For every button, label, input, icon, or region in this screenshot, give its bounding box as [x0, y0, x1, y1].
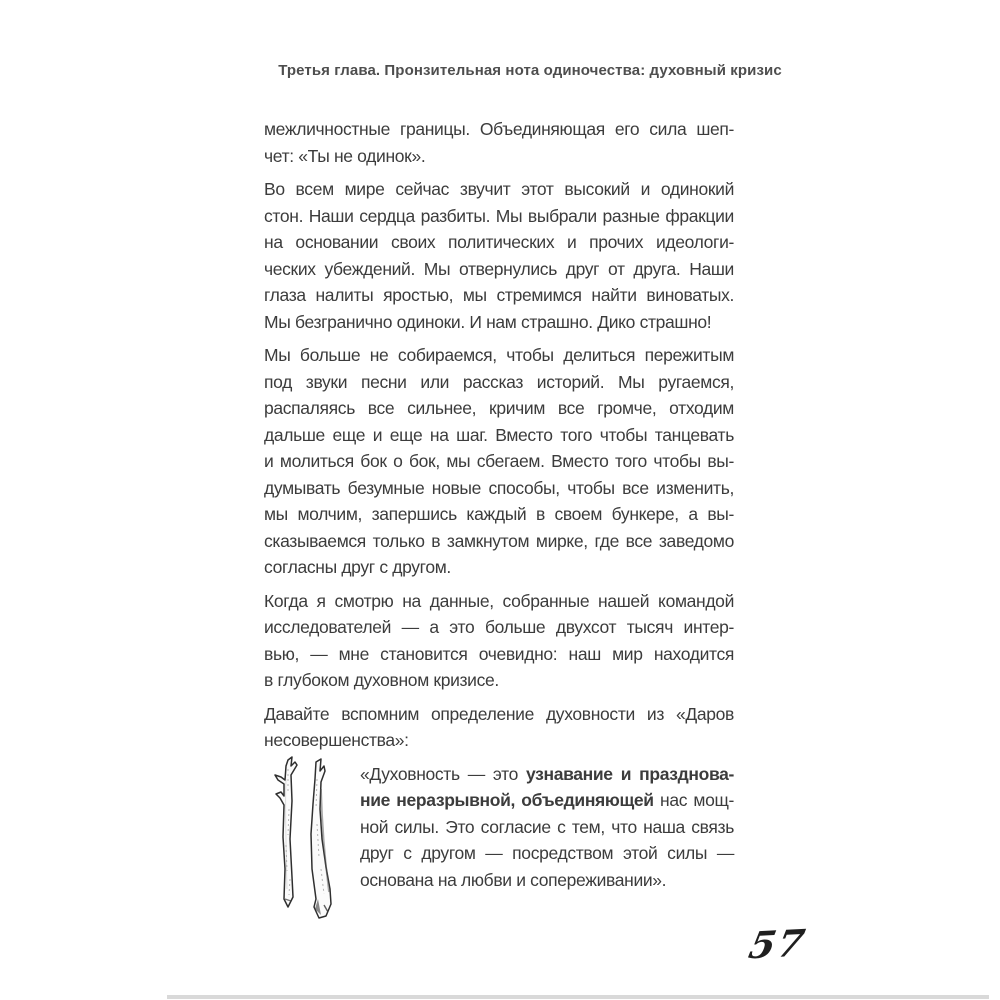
page-bottom-edge — [167, 995, 989, 999]
quote-line — [360, 761, 734, 788]
twigs-illustration — [264, 749, 354, 927]
quote-line — [360, 787, 734, 814]
quote-line — [360, 840, 734, 867]
paragraph — [264, 701, 734, 754]
text-line: несовершенства»: — [264, 730, 409, 750]
text-line: сказываемся только в замкнутом мирке, где все заведомо — [264, 530, 734, 551]
text-line: в глубоком духовном кризисе. — [264, 670, 499, 690]
paragraph — [264, 588, 734, 694]
quote-text-segment: «Духовность — это — [360, 763, 527, 784]
text-line: Мы безгранично одиноки. И нам страшно. Дико страшно! — [264, 311, 712, 332]
text-line: на основании своих политических и прочих идеологи- — [264, 232, 734, 252]
quote-text-segment-bold: узнавание и празднова- — [526, 763, 735, 784]
text-line: глаза налиты яростью, мы стремимся найти виноватых. — [264, 285, 734, 305]
text-line: чет: «Ты не одинок». — [264, 145, 426, 166]
text-line: думывать безумные новые способы, чтобы все изменить, — [264, 477, 734, 498]
quote-text-segment: нас мощ- — [653, 790, 734, 810]
text-line: Во всем мире сейчас звучит этот высокий и одинокий — [264, 179, 734, 199]
quote-text-segment: основана на любви и сопереживании». — [360, 869, 667, 890]
paragraph — [264, 342, 734, 581]
quote-text — [360, 761, 734, 894]
quote-text-segment-bold: ние неразрывной, объединяющей — [360, 790, 654, 810]
text-line: исследователей — а это больше двухсот тысяч интер- — [264, 617, 734, 637]
text-line: Давайте вспомним определение духовности из «Даров — [264, 703, 734, 724]
quote-line — [360, 867, 734, 894]
text-line: согласны друг с другом. — [264, 557, 451, 577]
text-line: мы молчим, запершись каждый в своем бункере, а вы- — [264, 504, 734, 524]
text-line: стон. Наши сердца разбиты. Мы выбрали разные фракции — [264, 205, 734, 226]
text-line: распаляясь все сильнее, кричим все громче, отходим — [264, 398, 734, 418]
page-number: 57 — [745, 920, 811, 968]
text-line: и молиться бок о бок, мы сбегаем. Вместо того чтобы вы- — [264, 451, 734, 471]
page-content — [264, 116, 734, 933]
text-line: Когда я смотрю на данные, собранные нашей командой — [264, 590, 734, 611]
quote-text-segment: друг с другом — посредством этой силы — — [360, 843, 734, 863]
text-line: ческих убеждений. Мы отвернулись друг от друга. Наши — [264, 258, 734, 279]
text-line: Мы больше не собираемся, чтобы делиться пережитым — [264, 345, 734, 365]
quote-text-segment: ной силы. Это согласие с тем, что наша связь — [360, 816, 734, 837]
text-line: дальше еще и еще на шаг. Вместо того чтобы танцевать — [264, 424, 734, 445]
paragraph — [264, 116, 734, 169]
running-header: Третья глава. Пронзительная нота одиночества: духовный кризис — [278, 62, 782, 79]
text-line: под звуки песни или рассказ историй. Мы ругаемся, — [264, 371, 734, 392]
quote-block — [264, 761, 734, 933]
text-line: вью, — мне становится очевидно: наш мир находится — [264, 643, 734, 664]
quote-line — [360, 814, 734, 841]
text-line: межличностные границы. Объединяющая его сила шеп- — [264, 119, 734, 139]
paragraph — [264, 176, 734, 335]
